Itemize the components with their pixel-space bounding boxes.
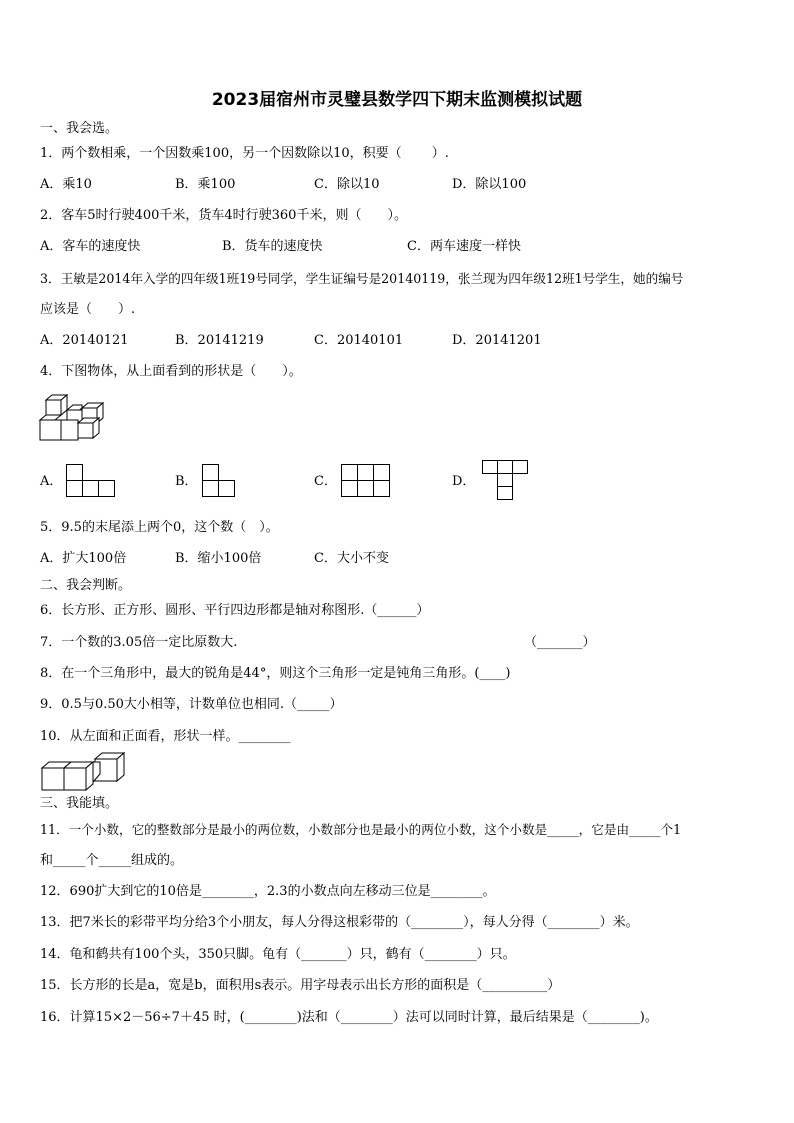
question-2-option-a: A．客车的速度快 [40, 239, 141, 254]
question-9: 9．0.5与0.50大小相等，计数单位也相同.（_____） [40, 697, 343, 712]
section-heading-judge: 二、我会判断。 [40, 578, 132, 593]
option-b-shape [202, 464, 236, 498]
question-3-option-d: D．20141201 [452, 333, 542, 348]
question-11-line2: 和_____个_____组成的。 [40, 853, 184, 868]
question-13: 13．把7米长的彩带平均分给3个小朋友，每人分得这根彩带的（________），每人分得（________）米。 [40, 915, 639, 930]
question-3-option-c: C．20140101 [314, 333, 404, 348]
question-5-option-b: B．缩小100倍 [175, 551, 262, 566]
question-16: 16．计算15×2－56÷7＋45 时，(________)法和（________）法可以同时计算，最后结果是（________)。 [40, 1010, 658, 1025]
question-2-option-c: C．两车速度一样快 [407, 239, 521, 254]
question-15: 15．长方形的长是a，宽是b，面积用s表示。用字母表示出长方形的面积是（__________） [40, 978, 561, 993]
question-1-option-c: C．除以10 [314, 177, 380, 192]
page-title: 2023届宿州市灵璧县数学四下期末监测模拟试题 [211, 90, 583, 110]
question-7: 7．一个数的3.05倍一定比原数大. [40, 635, 238, 650]
question-4-option-a: A． [40, 474, 63, 489]
question-7-blank: （_______） [524, 635, 596, 650]
question-4-option-c: C． [314, 474, 337, 489]
question-5-option-c: C．大小不变 [314, 551, 389, 566]
question-4-stem: 4．下图物体，从上面看到的形状是（ ）。 [40, 364, 302, 379]
question-3-stem-line2: 应该是（ ）. [40, 302, 136, 317]
question-1-option-a: A．乘10 [40, 177, 92, 192]
question-8: 8．在一个三角形中，最大的锐角是44°，则这个三角形一定是钝角三角形。(____) [40, 666, 511, 681]
section-heading-fill: 三、我能填。 [40, 796, 119, 811]
question-5-option-a: A．扩大100倍 [40, 551, 127, 566]
question-3-stem-line1: 3．王敏是2014年入学的四年级1班19号同学，学生证编号是20140119，张兰现为四年级12班1号学生，她的编号 [40, 271, 684, 286]
question-1-option-d: D．除以100 [452, 177, 527, 192]
question-3-option-b: B．20141219 [175, 333, 264, 348]
question-4-option-d: D． [452, 474, 476, 489]
question-1-stem: 1．两个数相乘，一个因数乘100，另一个因数除以10，积要（ ）. [40, 146, 449, 161]
question-3-option-a: A．20140121 [40, 333, 129, 348]
question-12: 12．690扩大到它的10倍是________，2.3的小数点向左移动三位是________。 [40, 884, 496, 899]
section-heading-choose: 一、我会选。 [40, 121, 119, 136]
question-6: 6．长方形、正方形、圆形、平行四边形都是轴对称图形.（______） [40, 603, 430, 618]
option-a-shape [66, 464, 116, 498]
question-5-stem: 5．9.5的末尾添上两个0，这个数（ ）。 [40, 520, 279, 535]
question-10: 10．从左面和正面看，形状一样。________ [40, 729, 291, 744]
option-d-shape [482, 460, 532, 500]
question-2-stem: 2．客车5时行驶400千米，货车4时行驶360千米，则（ ）。 [40, 208, 407, 223]
question-4-option-b: B． [175, 474, 198, 489]
question-1-option-b: B．乘100 [175, 177, 236, 192]
question-2-option-b: B．货车的速度快 [222, 239, 323, 254]
option-c-shape [341, 464, 391, 498]
question-14: 14．龟和鹤共有100个头，350只脚。龟有（_______）只，鹤有（________）只。 [40, 947, 516, 962]
question-10-cube-figure [40, 752, 126, 792]
question-11-line1: 11．一个小数，它的整数部分是最小的两位数，小数部分也是最小的两位小数，这个小数是_____，它是由_____个1 [40, 822, 682, 837]
question-4-cube-figure [38, 392, 110, 444]
